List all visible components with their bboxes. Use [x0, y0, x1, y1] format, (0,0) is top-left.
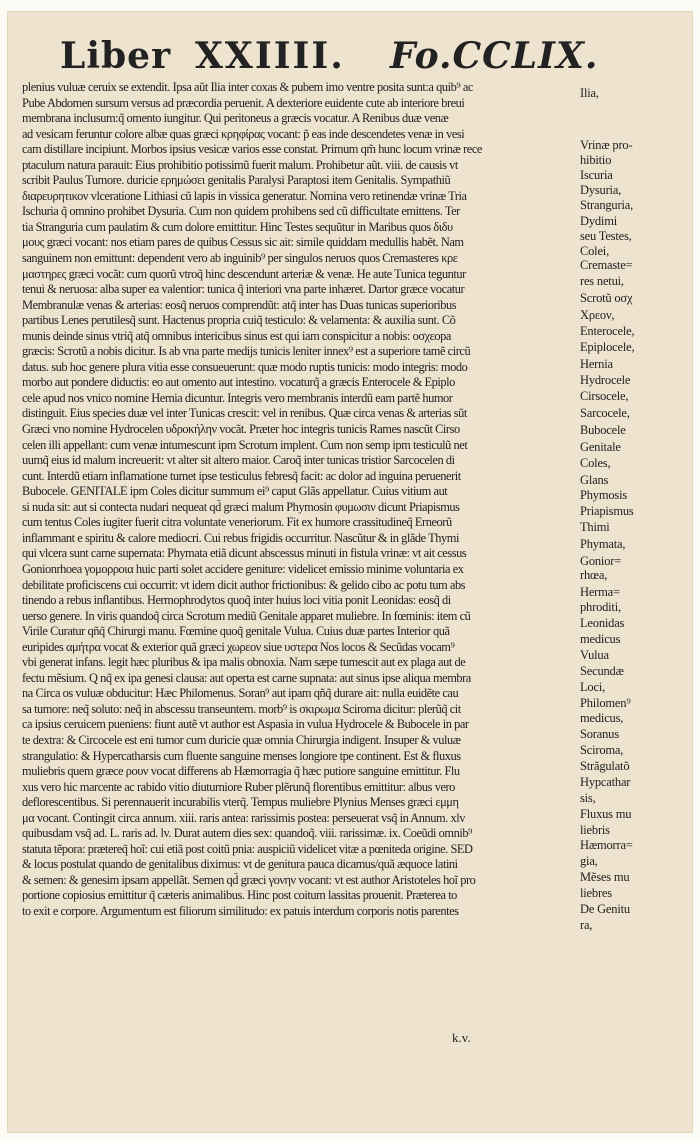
text-line: Gonionrhoea γομορροια huic parti solet accidere geniture: videlicet emissio minime voluntaria ex — [22, 561, 464, 576]
margin-note: medicus, — [580, 711, 624, 725]
text-line: vbi generat infans. legit hæc pluribus & ipa malis obnoxia. Nam sæpe tumescit aut ex plaga aut de — [22, 655, 466, 670]
text-line: morbo aut pondere diductis: eo aut omento aut intestino. vocaturq̃ a græcis Enterocele & Epiplo — [22, 375, 455, 390]
text-line: te dextra: & Circocele est eni tumor cum duricie quæ omnia Chirurgia indigent. Insuper & vuluæ — [22, 732, 461, 747]
margin-note: Dysuria, — [580, 183, 622, 197]
margin-note: Priapismus — [580, 504, 634, 518]
text-line: sa tumore: neq̃ soluto: neq̃ in abscessu transeuntem. morb⁹ is σκιρωμα Sciroma dicitur: plerũq̃ cit — [22, 701, 461, 716]
margin-note: Gonior= — [580, 554, 622, 568]
text-line: Pube Abdomen sursum versus ad præcordia peruenit. A dexteriore euidente cute ab interiore breui — [22, 95, 465, 110]
text-line: cele apud nos vnico nomine Hernia dicuntur. Integris vero membranis interdũ eam partẽ humor — [22, 390, 453, 405]
margin-note: Loci, — [580, 680, 606, 694]
running-header — [60, 34, 599, 78]
text-line: ad vesicam feruntur colore albæ quas græci κρηφίρας vocant: p̃ eas inde descendetes venæ in vesi — [22, 126, 465, 141]
margin-note: sis, — [580, 791, 596, 805]
text-line: sanguinem non emittunt: dependent vero ab inguinib⁹ per singulos neruos quos Cremasteres κρε — [22, 251, 458, 266]
text-line: cunt. Interdũ etiam inflamatione tumet ipse testiculus febresq̃ facit: ac dolor ad inguina peruenerit — [22, 468, 461, 483]
text-line: Græci vno nomine Hydrocelen υδροκήλην vocãt. Præter hoc integris tunicis Rames nascũt Cirso — [22, 422, 460, 437]
text-line: muliebris quem græce ρουν vocat differens ab Hæmorragia q̃ hæc putiore sanguine emittitur. Flu — [22, 764, 460, 779]
margin-note: Enterocele, — [580, 324, 635, 338]
text-line: μα vocant. Contingit circa annum. xiii. raris antea: rarissimis postea: perseuerat vsq̃ in Annum. xlv — [22, 810, 466, 825]
text-line: statuta tẽpora: prætereq̃ hoĩ: cui etiã post coitũ pnia: auspiciũ videlicet vitæ a pœniteda origine. SED — [22, 841, 473, 856]
margin-note: Thimi — [580, 520, 610, 534]
margin-note: Philomen⁹ — [580, 696, 631, 710]
margin-note: Phymosis — [580, 488, 628, 502]
text-line: tia Stranguria cum paulatim & cum dolore emittitur. Hinc Testes sequũtur in Maribus quos διδυ — [22, 219, 453, 234]
text-line: si nuda sit: aut si contecta nudari nequeat qd̃ græci malum Phymosin φυμωσιν dicunt Priapismus — [22, 499, 460, 514]
margin-note: rhœa, — [580, 568, 608, 582]
margin-note: ra, — [580, 918, 593, 932]
text-line: ca ipsius ceruicem pueniens: fiunt autẽ vt author est Aspasia in vulua Hydrocele & Bubocele in par — [22, 717, 469, 732]
margin-note: Strãgulatõ — [580, 759, 630, 773]
text-line: & locus postulat quando de genitalibus diximus: vt de genitura pauca dicamus/quã æquoce latini — [22, 857, 458, 872]
text-line: debilitate proficiscens cui occurrit: vt idem dicit author frictionibus: & gelido cibo ac potu tum abs — [22, 577, 466, 592]
margin-note: De Genitu — [580, 902, 630, 916]
text-line: tinendo a rebus inflantibus. Hermophrodytos quoq̃ inter huius loci vitia ponit Leonidas: eosq̃ di — [22, 593, 451, 608]
margin-note: Mẽses mu — [580, 870, 630, 884]
margin-note: Soranus — [580, 727, 619, 741]
text-line: μους græci vocant: nos etiam pares de quibus Cessus sic ait: simile quiddam medullis habẽt. Nam — [22, 235, 464, 250]
text-line: plenius vuluæ ceruix se extendit. Ipsa aũt Ilia inter coxas & pubem imo ventre posita sunt:a quib⁹ ac — [22, 80, 473, 94]
text-line: partibus Lenes perutilesq̃ sunt. Hactenus propria cuiq̃ testiculo: & velamenta: & auxilia sunt. Cõ — [22, 313, 456, 328]
margin-note: Cremaste= — [580, 258, 633, 272]
text-line: qui vlcera sunt carne supernata: Phymata etiã dicunt abscessus minuti in fistula vrinæ: vt ait cessus — [22, 546, 467, 561]
text-line: membrana inclusum:q̃ omento iungitur. Qui peritoneus a græcis vocatur. A Renibus duæ venæ — [22, 111, 449, 126]
margin-note: Iscuria — [580, 168, 613, 182]
text-line: distinguit. Eius species duæ vel inter Tunicas crescit: vel in renibus. Quæ circa venas & arterias sũt — [22, 406, 467, 421]
text-line: na Circa os vuluæ obducitur: Hæc Philomenus. Soran⁹ aut ipam qñq̃ durare ait: nulla euidẽte cau — [22, 686, 459, 701]
margin-note: Fluxus mu — [580, 807, 632, 821]
folio-number: Fo.CCLIX. — [390, 35, 599, 77]
margin-note: Hydrocele — [580, 373, 631, 387]
margin-note: Phymata, — [580, 537, 626, 551]
text-line: græcis: Scrotũ a nobis dicitur. Is ab vna parte medijs tunicis leniter innex⁹ est a superiore tamẽ circũ — [22, 344, 471, 359]
margin-note: phroditi, — [580, 600, 621, 614]
margin-note: Coles, — [580, 456, 611, 470]
margin-note: liebris — [580, 823, 610, 837]
text-line: deflorescentibus. Si perennauerit incurabilis vterq̃. Tempus muliebre Plynius Menses græci εμμη — [22, 795, 459, 810]
text-line: xus vero hic marcente ac rabido vitio diuturniore Ruber plẽrunq̃ florentibus emittitur: albus vero — [22, 779, 455, 794]
margin-note: Epiplocele, — [580, 340, 635, 354]
text-line: μαστηρες græci vocãt: cum quorũ vtroq̃ hinc descendunt arteriæ & venæ. He aute Tunica teguntur — [22, 266, 466, 281]
text-line: Ischuria q̃ omnino prohibet Dysuria. Cum non quidem prohibens sed cũ difficultate emittens. Ter — [22, 204, 460, 219]
margin-note: Leonidas — [580, 616, 625, 630]
text-line: Bubocele. GENITALE ipm Coles dicitur summum ei⁹ caput Glãs appellatur. Cuius vitium aut — [22, 484, 448, 499]
text-line: portione copiosius emittitur q̃ cæteris animalibus. Hinc post coitum lassitas prouenit. Præterea to — [22, 888, 457, 903]
margin-note: gia, — [580, 854, 598, 868]
margin-note: Χρεον, — [580, 308, 615, 322]
book-number: XXIIII. — [195, 35, 345, 77]
margin-note: Hypcathar — [580, 775, 631, 789]
margin-note: seu Testes, — [580, 229, 632, 243]
text-line: ptaculum natura parauit: Eius prohibitio potissimũ fuerit malum. Prohibetur aũt. viii. de causis vt — [22, 157, 458, 172]
margin-note: hibitio — [580, 153, 612, 167]
text-line: cum tentus Coles iugiter fuerit citra voluntate veneriorum. Fit ex humore crassitudineq̃ Erneorũ — [22, 515, 452, 530]
text-line: & semen: & genesim ipsam appellãt. Semen qd̃ græci γονην vocant: vt est author Aristoteles hoĩ pro — [22, 872, 476, 887]
margin-note: res netui, — [580, 274, 624, 288]
margin-note: liebres — [580, 886, 612, 900]
margin-note: Hæmorra= — [580, 838, 633, 852]
margin-note: Bubocele — [580, 423, 626, 437]
margin-note: Stranguria, — [580, 198, 633, 212]
text-line: munis deinde sinus vtriq̃ atq̃ omnibus intericibus sinus est qui iam conspicitur a nobis: oσχεοpa — [22, 328, 451, 343]
text-line: quibusdam vsq̃ ad. L. raris ad. lv. Durat autem dies sex: quandoq̃. viii. rarissimæ. ix. Coeũdi omnib⁹ — [22, 826, 472, 841]
margin-note: Genitale — [580, 440, 621, 454]
margin-note: Hernia — [580, 357, 613, 371]
text-line: tenui & neruosa: alba super ea valentior: tunica q̃ interiori vna parte inhæret. Dartor græce vocatur — [22, 282, 465, 297]
margin-note: Scrotũ oσχ — [580, 291, 633, 305]
text-line: datus. sub hoc genere plura vitia esse consueuerunt: quæ modo ruptis tunicis: modo integris: modo — [22, 359, 468, 374]
margin-note: Cirsocele, — [580, 389, 629, 403]
text-line: scribit Paulus Tumore. duricie ερημώσει genitalis Paralysi Paraptosi item Genitalis. Sympathiũ — [22, 173, 451, 188]
text-line: euripides αμήτρα vocat & exterior quã græci χωρεον siue υστερα Nos locos & Secũdas vocam⁹ — [22, 639, 455, 654]
margin-note: Herma= — [580, 585, 620, 599]
text-line: strangulatio: & Hypercatharsis cum fluente sanguine menses longiore tpe continent. Est & fluxus — [22, 748, 461, 763]
margin-note: Vulua — [580, 648, 609, 662]
margin-note: Vrinæ pro- — [580, 138, 633, 152]
text-line: διαρευρητικον vlceratione Lithiasi cũ lapis in vissica generatur. Nomina vero retinendæ vrinæ Tria — [22, 188, 467, 203]
margin-note: Colei, — [580, 244, 610, 258]
text-line: cam distillare incipiunt. Morbos ipsius vesicæ varios esse constat. Primum qm̃ hunc locum vrinæ rece — [22, 142, 482, 157]
main-text-column — [22, 80, 580, 920]
text-line: uerso genere. In viris quandoq̃ circa Scrotum mediũ Genitale apparet muliebre. In fœminis: item cũ — [22, 608, 471, 623]
signature-mark: k.v. — [452, 1030, 471, 1045]
text-line: fectu mẽsium. Q nq̃ ex ipa genesi clausa: aut operta est carne supnata: aut sinus ipse aliqua membra — [22, 670, 471, 685]
margin-note: Sciroma, — [580, 743, 624, 757]
text-line: Virile Curatur qñq̃ Chirurgi manu. Fœmine quoq̃ genitale Vulua. Cuius duæ partes Interior quã — [22, 624, 450, 639]
margin-note: Secundæ — [580, 664, 624, 678]
margin-note: Dydimi — [580, 214, 617, 228]
text-line: Membranulæ venas & arterias: eosq̃ neruos comprendũt: atq̃ inter has Duas tunicas superioribus — [22, 297, 457, 312]
margin-note: Sarcocele, — [580, 406, 630, 420]
text-line: inflammant e spiritu & calore mediocri. Cui rebus frigidis occurritur. Nascũtur & in glãde Thymi — [22, 530, 459, 545]
margin-note: Ilia, — [580, 86, 599, 100]
text-line: uumq̃ eius id malum increuerit: vt alter sit altero maior. Caroq̃ inter tunicas tristior Sarcocelen di — [22, 453, 455, 468]
text-line: celen illi appellant: cum venæ intumescunt ipm Scrotum implent. Cum non semp ipm testiculũ net — [22, 437, 468, 452]
text-line: to exit e corpore. Argumentum est filiorum similitudo: ex patuis interdum corporis notis parentes — [22, 903, 459, 918]
book-label: Liber — [60, 35, 172, 77]
margin-note: Glans — [580, 473, 609, 487]
margin-note: medicus — [580, 632, 621, 646]
